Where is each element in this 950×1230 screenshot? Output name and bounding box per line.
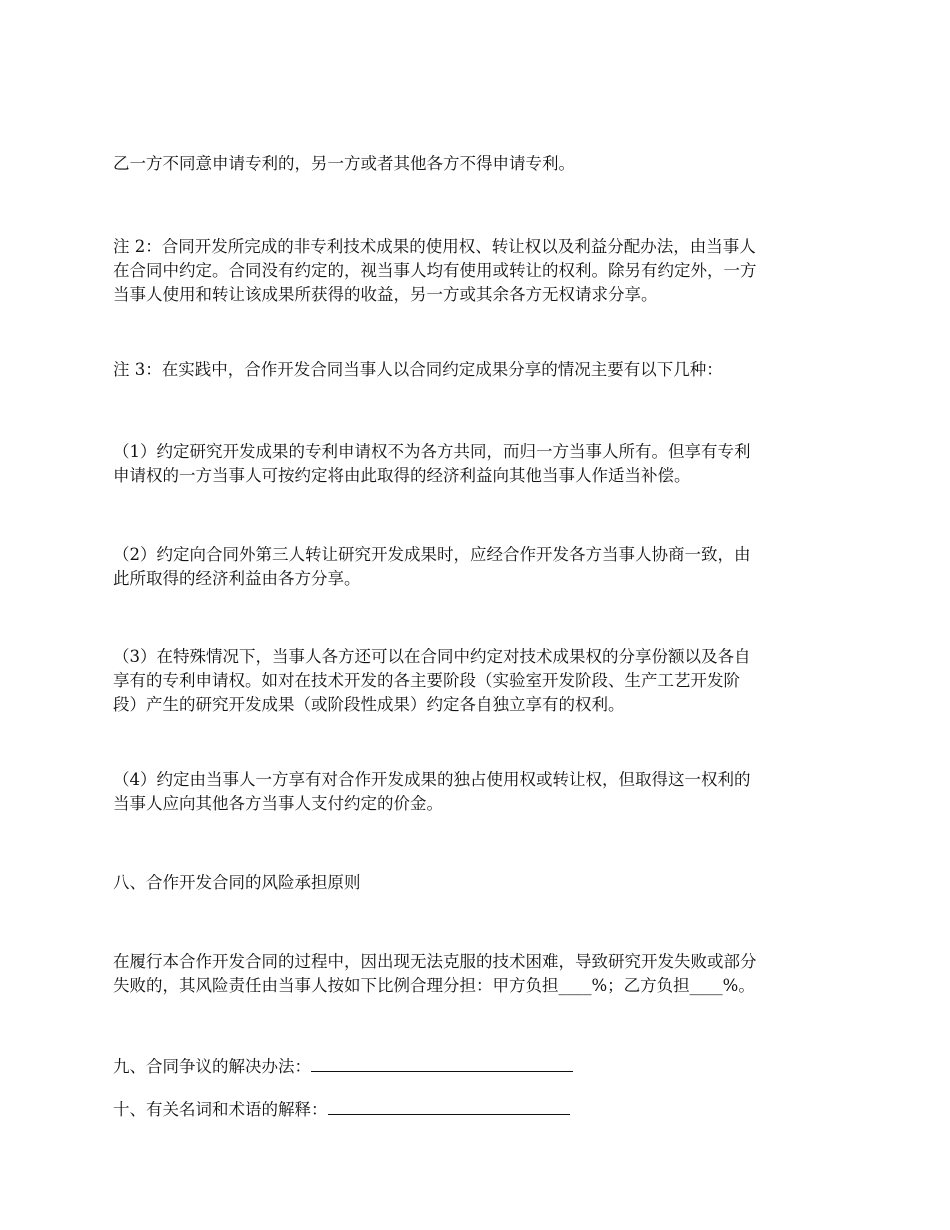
paragraph-risk-sharing bbox=[113, 950, 843, 998]
text-line: 段）产生的研究开发成果（或阶段性成果）约定各自独立享有的权利。 bbox=[113, 695, 625, 714]
section-heading-9 bbox=[113, 1054, 843, 1079]
terminology-blank[interactable] bbox=[328, 1097, 570, 1115]
paragraph-item-4 bbox=[113, 768, 843, 816]
section-heading-10 bbox=[113, 1097, 843, 1122]
text-line: 失败的，其风险责任由当事人按如下比例合理分担：甲方负担____%；乙方负担____%。 bbox=[113, 976, 755, 995]
paragraph-note-3 bbox=[113, 358, 843, 382]
text-line: （3）在特殊情况下，当事人各方还可以在合同中约定对技术成果权的分享份额以及各自 bbox=[113, 647, 751, 666]
dispute-resolution-blank[interactable] bbox=[311, 1054, 573, 1072]
text-line: （4）约定由当事人一方享有对合作开发成果的独占使用权或转让权，但取得这一权利的 bbox=[113, 770, 751, 789]
paragraph-patent-refusal bbox=[113, 152, 843, 176]
text-line: 申请权的一方当事人可按约定将由此取得的经济利益向其他当事人作适当补偿。 bbox=[113, 466, 691, 485]
text-line: 当事人使用和转让该成果所获得的收益，另一方或其余各方无权请求分享。 bbox=[113, 285, 658, 304]
text-line: 注 2：合同开发所完成的非专利技术成果的使用权、转让权以及利益分配办法，由当事人 bbox=[113, 237, 756, 256]
text-line: 当事人应向其他各方当事人支付约定的价金。 bbox=[113, 794, 443, 813]
section-heading-8 bbox=[113, 871, 843, 895]
text-line: 在合同中约定。合同没有约定的，视当事人均有使用或转让的权利。除另有约定外，一方 bbox=[113, 261, 757, 280]
paragraph-item-2 bbox=[113, 543, 843, 591]
text-line bbox=[113, 1054, 843, 1079]
text-line: 此所取得的经济利益由各方分享。 bbox=[113, 569, 361, 588]
text-line: （2）约定向合同外第三人转让研究开发成果时，应经合作开发各方当事人协商一致，由 bbox=[113, 545, 751, 564]
section-10-label: 十、有关名词和术语的解释： bbox=[113, 1100, 328, 1119]
text-line: 享有的专利申请权。如对在技术开发的各主要阶段（实验室开发阶段、生产工艺开发阶 bbox=[113, 671, 740, 690]
paragraph-item-3 bbox=[113, 645, 843, 717]
text-line: （1）约定研究开发成果的专利申请权不为各方共同，而归一方当事人所有。但享有专利 bbox=[113, 442, 751, 461]
section-9-label: 九、合同争议的解决办法： bbox=[113, 1057, 311, 1076]
paragraph-note-2 bbox=[113, 235, 843, 307]
text-line: 在履行本合作开发合同的过程中，因出现无法克服的技术困难，导致研究开发失败或部分 bbox=[113, 952, 757, 971]
text-line: 八、合作开发合同的风险承担原则 bbox=[113, 873, 361, 892]
text-line: 注 3：在实践中，合作开发合同当事人以合同约定成果分享的情况主要有以下几种： bbox=[113, 360, 723, 379]
text-line bbox=[113, 1097, 843, 1122]
text-line: 乙一方不同意申请专利的，另一方或者其他各方不得申请专利。 bbox=[113, 154, 575, 173]
paragraph-item-1 bbox=[113, 440, 843, 488]
